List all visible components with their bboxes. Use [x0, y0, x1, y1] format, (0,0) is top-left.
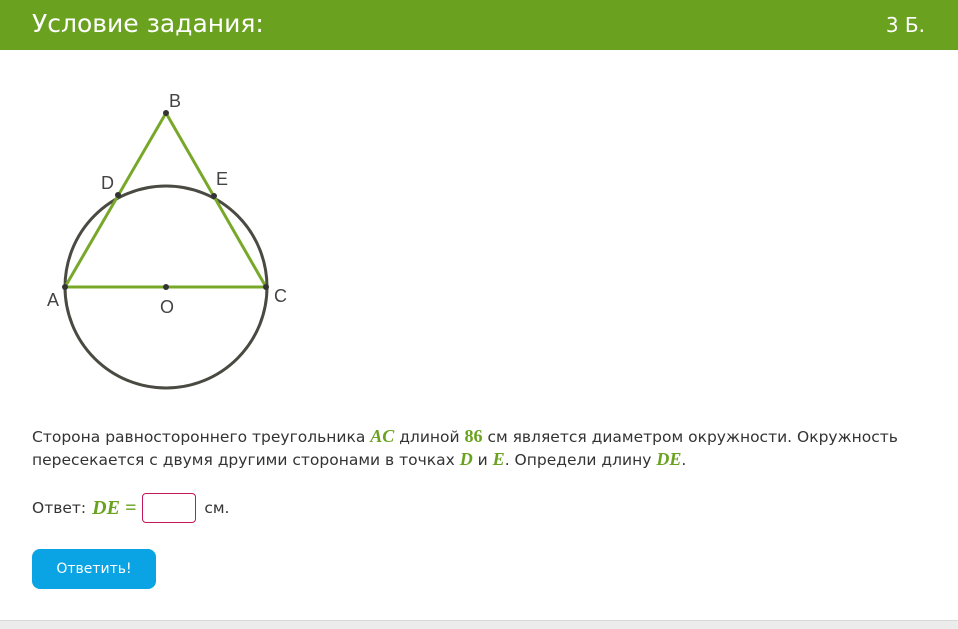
problem-statement: [32, 425, 912, 471]
label-e: E: [216, 169, 229, 189]
point-e: [211, 193, 217, 199]
answer-label: Ответ:: [32, 499, 87, 517]
answer-input[interactable]: [142, 493, 196, 523]
geometry-figure: [0, 50, 320, 400]
task-points: 3 Б.: [885, 13, 925, 37]
math-ac: AC: [370, 426, 395, 446]
label-c: C: [274, 286, 287, 306]
problem-text: см является диаметром окружности. Окружность пересекается с двумя другими сторонами в точках: [32, 428, 898, 469]
label-a: A: [47, 290, 60, 310]
triangle: [65, 113, 266, 287]
submit-button[interactable]: Ответить!: [32, 549, 156, 589]
point-d: [115, 192, 121, 198]
math-d: D: [459, 449, 473, 469]
label-o: O: [160, 297, 175, 317]
task-title: Условие задания:: [32, 9, 264, 38]
problem-text: и: [472, 451, 493, 469]
problem-text: Сторона равностороннего треугольника: [32, 428, 371, 446]
label-d: D: [101, 173, 114, 193]
math-de: DE: [656, 449, 682, 469]
answer-unit: см.: [204, 499, 230, 517]
problem-text: длиной: [394, 428, 465, 446]
problem-text: . Определи длину: [504, 451, 657, 469]
math-e: E: [492, 449, 505, 469]
problem-text: .: [681, 451, 687, 469]
answer-math: DE =: [92, 496, 137, 519]
point-a: [62, 284, 68, 290]
answer-row: [32, 490, 230, 526]
point-o: [163, 284, 169, 290]
label-b: B: [169, 91, 182, 111]
point-c: [263, 284, 269, 290]
math-86: 86: [464, 426, 483, 446]
task-header: [0, 0, 958, 50]
